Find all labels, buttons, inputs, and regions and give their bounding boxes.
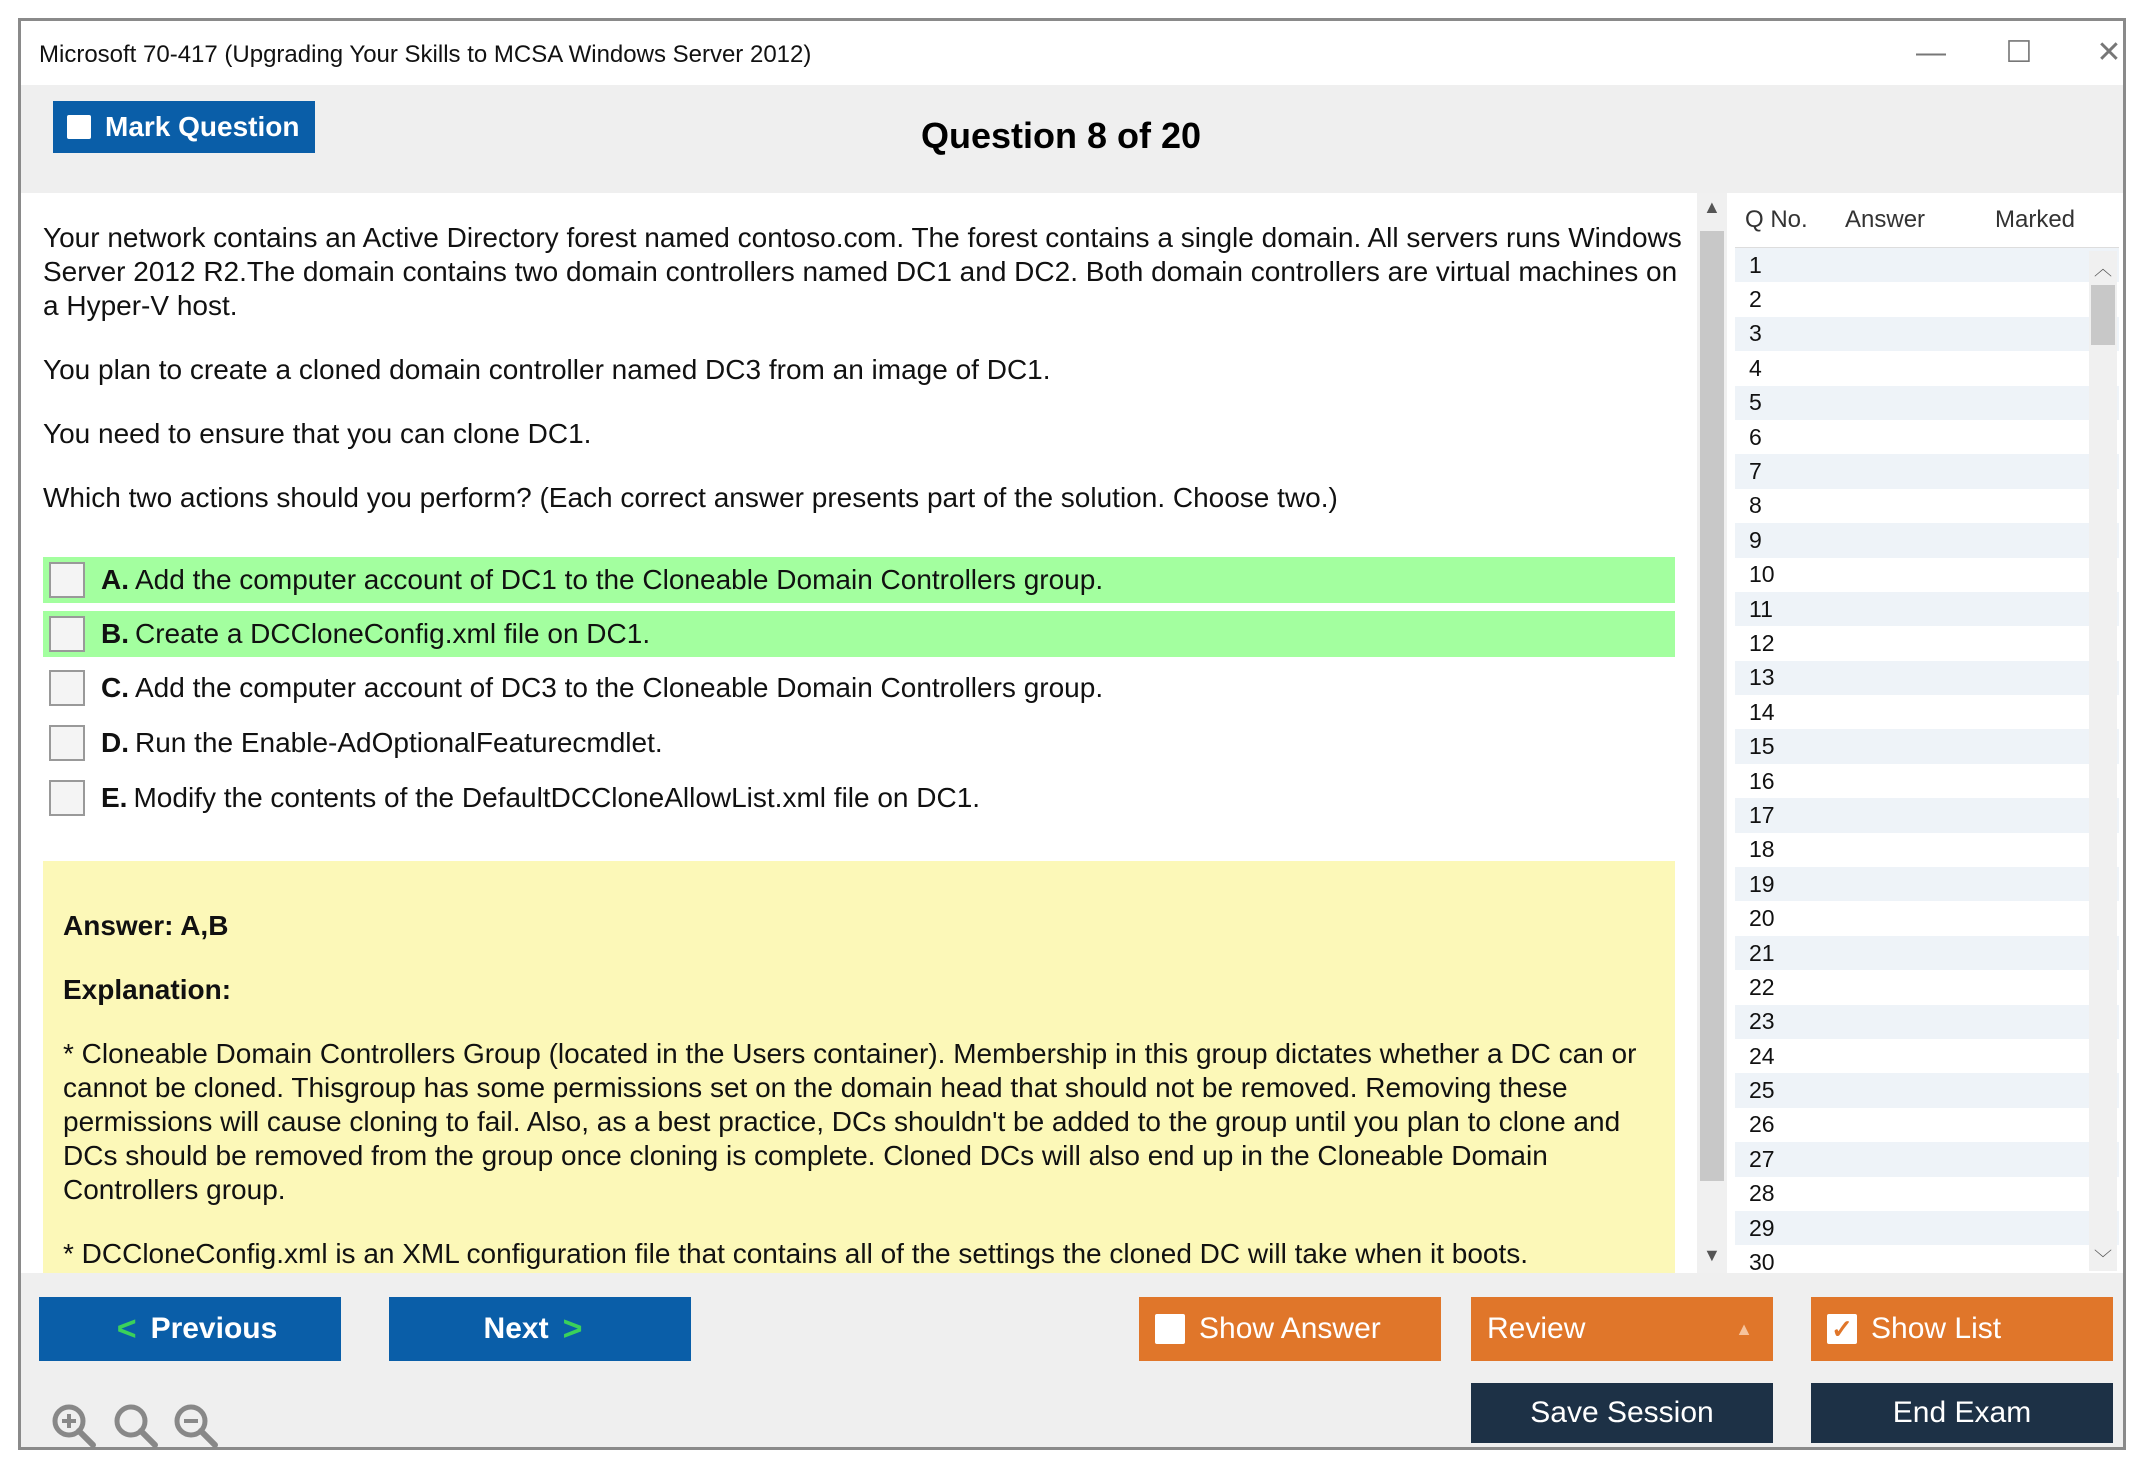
- zoom-in-icon[interactable]: [49, 1401, 97, 1449]
- question-number: 23: [1749, 1008, 1775, 1035]
- question-list-row[interactable]: [1735, 420, 2119, 454]
- question-number: 28: [1749, 1180, 1775, 1207]
- question-number: 25: [1749, 1077, 1775, 1104]
- question-list-row[interactable]: [1735, 1039, 2119, 1073]
- show-list-label: Show List: [1871, 1312, 2002, 1345]
- previous-button[interactable]: [39, 1297, 341, 1361]
- choice-letter: A.: [101, 564, 129, 595]
- question-list-row[interactable]: [1735, 833, 2119, 867]
- scrollbar-thumb[interactable]: [1700, 231, 1724, 1181]
- question-list-row[interactable]: [1735, 1245, 2119, 1273]
- question-number: 22: [1749, 973, 1775, 1000]
- scroll-down-icon[interactable]: ▼: [1703, 1245, 1721, 1265]
- show-answer-label: Show Answer: [1199, 1312, 1381, 1345]
- mark-question-button[interactable]: [53, 101, 315, 153]
- question-number: 30: [1749, 1249, 1775, 1273]
- list-scroll-down-icon[interactable]: ﹀: [2094, 1249, 2112, 1269]
- question-number: 16: [1749, 767, 1775, 794]
- question-list-row[interactable]: [1735, 1005, 2119, 1039]
- question-number: 26: [1749, 1111, 1775, 1138]
- question-list-row[interactable]: [1735, 936, 2119, 970]
- choice-text: Run the Enable-AdOptionalFeaturecmdlet.: [135, 727, 663, 758]
- choice-text: Add the computer account of DC3 to the Cloneable Domain Controllers group.: [135, 672, 1104, 703]
- question-title: Question 8 of 20: [921, 115, 1202, 156]
- choice-text: Modify the contents of the DefaultDCCloneAllowList.xml file on DC1.: [133, 782, 981, 813]
- footer-bar: [21, 1273, 2123, 1447]
- save-session-button[interactable]: [1471, 1383, 1773, 1443]
- question-number: 12: [1749, 629, 1775, 656]
- end-exam-label: End Exam: [1892, 1396, 2032, 1429]
- question-list-row[interactable]: [1735, 386, 2119, 420]
- close-button[interactable]: ✕: [2096, 36, 2122, 69]
- end-exam-button[interactable]: [1811, 1383, 2113, 1443]
- question-list-row[interactable]: [1735, 489, 2119, 523]
- question-number: 1: [1749, 251, 1762, 278]
- zoom-reset-icon[interactable]: [111, 1401, 159, 1449]
- question-list-row[interactable]: [1735, 1211, 2119, 1245]
- list-scroll-up-icon[interactable]: ︿: [2094, 259, 2112, 279]
- question-list-row[interactable]: [1735, 454, 2119, 488]
- question-list-row[interactable]: [1735, 592, 2119, 626]
- maximize-button[interactable]: ☐: [2005, 36, 2033, 69]
- question-list-row[interactable]: [1735, 764, 2119, 798]
- question-number: 5: [1749, 389, 1762, 416]
- question-list-row[interactable]: [1735, 523, 2119, 557]
- choice-e[interactable]: [43, 775, 1675, 821]
- window-title: Microsoft 70-417 (Upgrading Your Skills to MCSA Windows Server 2012): [39, 41, 812, 68]
- explanation-label: Explanation:: [63, 974, 232, 1005]
- question-content: [21, 193, 1697, 1273]
- minimize-button[interactable]: —: [1916, 36, 1946, 69]
- question-list-row[interactable]: [1735, 901, 2119, 935]
- choice-a-checkbox[interactable]: [49, 562, 85, 598]
- question-list-row[interactable]: [1735, 1142, 2119, 1176]
- question-list-row[interactable]: [1735, 661, 2119, 695]
- question-list-row[interactable]: [1735, 729, 2119, 763]
- show-list-button[interactable]: [1811, 1297, 2113, 1361]
- choice-letter: C.: [101, 672, 129, 703]
- question-number: 2: [1749, 286, 1762, 313]
- choice-b[interactable]: [43, 611, 1675, 657]
- caret-up-icon: ▲: [1735, 1318, 1753, 1339]
- question-number: 4: [1749, 354, 1762, 381]
- question-list-row[interactable]: [1735, 695, 2119, 729]
- answer-panel: [43, 861, 1675, 1273]
- choice-letter: E.: [101, 782, 128, 813]
- choice-e-checkbox[interactable]: [49, 780, 85, 816]
- question-list-row[interactable]: [1735, 1073, 2119, 1107]
- review-dropdown[interactable]: [1471, 1297, 1773, 1361]
- question-number: 17: [1749, 801, 1775, 828]
- choice-d[interactable]: [43, 720, 1675, 766]
- question-list-row[interactable]: [1735, 867, 2119, 901]
- question-number: 27: [1749, 1145, 1775, 1172]
- checkbox-icon: [67, 115, 91, 139]
- question-list-rows: [1735, 248, 2119, 1273]
- title-bar: [21, 21, 2123, 85]
- choice-letter: D.: [101, 727, 129, 758]
- question-number: 10: [1749, 561, 1775, 588]
- question-list-header: [1735, 193, 2119, 248]
- question-number: 13: [1749, 664, 1775, 691]
- choice-c[interactable]: [43, 665, 1675, 711]
- question-list-row[interactable]: [1735, 970, 2119, 1004]
- col-answer: Answer: [1845, 206, 1926, 233]
- chevron-left-icon: <: [116, 1309, 137, 1348]
- question-list-row[interactable]: [1735, 282, 2119, 316]
- choice-text: Create a DCCloneConfig.xml file on DC1.: [135, 618, 651, 649]
- chevron-right-icon: >: [562, 1309, 583, 1348]
- choice-letter: B.: [101, 618, 129, 649]
- question-header: [21, 85, 2123, 193]
- question-paragraph: You plan to create a cloned domain controller named DC3 from an image of DC1.: [43, 354, 1051, 385]
- col-marked: Marked: [1995, 206, 2076, 233]
- app-window: [18, 18, 2126, 1450]
- choice-a[interactable]: [43, 557, 1675, 603]
- question-number: 9: [1749, 526, 1762, 553]
- show-answer-button[interactable]: [1139, 1297, 1441, 1361]
- question-list: [1735, 193, 2119, 1273]
- question-number: 11: [1749, 595, 1773, 622]
- list-scrollbar-thumb[interactable]: [2091, 285, 2115, 345]
- answer-line: Answer: A,B: [63, 910, 229, 941]
- save-session-label: Save Session: [1530, 1396, 1714, 1429]
- question-number: 20: [1749, 905, 1775, 932]
- mark-question-label: Mark Question: [105, 111, 300, 142]
- explanation-paragraph: * DCCloneConfig.xml is an XML configuration file that contains all of the settings the cloned DC will take when it boots.: [63, 1238, 1529, 1269]
- checkmark-icon: ✓: [1827, 1314, 1857, 1344]
- question-list-row[interactable]: [1735, 317, 2119, 351]
- question-number: 7: [1749, 458, 1762, 485]
- next-label: Next: [483, 1312, 549, 1345]
- question-list-row[interactable]: [1735, 1177, 2119, 1211]
- col-qno: Q No.: [1745, 206, 1808, 233]
- question-number: 18: [1749, 836, 1775, 863]
- question-list-row[interactable]: [1735, 248, 2119, 282]
- explanation-paragraph: * Cloneable Domain Controllers Group (located in the Users container). Membership in this group dictates whether a DC can or cannot be cloned. Thisgroup has some permissions set on the domain head that should not be removed. Removing these permissions will cause cloning to fail. Also, as a best practice, DCs shouldn't be added to the group until you plan to clone and DCs should be removed from the group once cloning is complete. Cloned DCs will also end up in the Cloneable Domain Controllers group.: [63, 1038, 1637, 1205]
- choice-d-checkbox[interactable]: [49, 725, 85, 761]
- question-paragraph: Which two actions should you perform? (Each correct answer presents part of the solution. Choose two.): [43, 482, 1338, 513]
- question-number: 24: [1749, 1042, 1775, 1069]
- content-scrollbar[interactable]: [1697, 193, 1727, 1273]
- choice-b-checkbox[interactable]: [49, 616, 85, 652]
- question-number: 14: [1749, 698, 1775, 725]
- choice-c-checkbox[interactable]: [49, 670, 85, 706]
- question-number: 8: [1749, 492, 1762, 519]
- question-number: 21: [1749, 939, 1775, 966]
- scroll-up-icon[interactable]: ▲: [1703, 197, 1721, 217]
- question-list-row[interactable]: [1735, 1108, 2119, 1142]
- list-scrollbar[interactable]: [2089, 251, 2117, 1271]
- question-text: [43, 221, 1683, 545]
- question-list-row[interactable]: [1735, 626, 2119, 660]
- previous-label: Previous: [150, 1312, 278, 1345]
- question-number: 29: [1749, 1214, 1775, 1241]
- question-paragraph: You need to ensure that you can clone DC1.: [43, 418, 592, 449]
- review-label: Review: [1487, 1312, 1586, 1345]
- question-number: 3: [1749, 320, 1762, 347]
- question-list-row[interactable]: [1735, 798, 2119, 832]
- zoom-out-icon[interactable]: [171, 1401, 219, 1449]
- question-list-row[interactable]: [1735, 351, 2119, 385]
- question-number: 15: [1749, 733, 1775, 760]
- question-number: 6: [1749, 423, 1762, 450]
- question-paragraph: Your network contains an Active Directory forest named contoso.com. The forest contains a single domain. All servers runs Windows Server 2012 R2.The domain contains two domain controllers named DC1 and DC2. Both domain controllers are virtual machines on a Hyper-V host.: [43, 222, 1682, 321]
- checkbox-icon: [1155, 1314, 1185, 1344]
- question-number: 19: [1749, 870, 1775, 897]
- choice-text: Add the computer account of DC1 to the Cloneable Domain Controllers group.: [135, 564, 1104, 595]
- next-button[interactable]: [389, 1297, 691, 1361]
- question-list-row[interactable]: [1735, 558, 2119, 592]
